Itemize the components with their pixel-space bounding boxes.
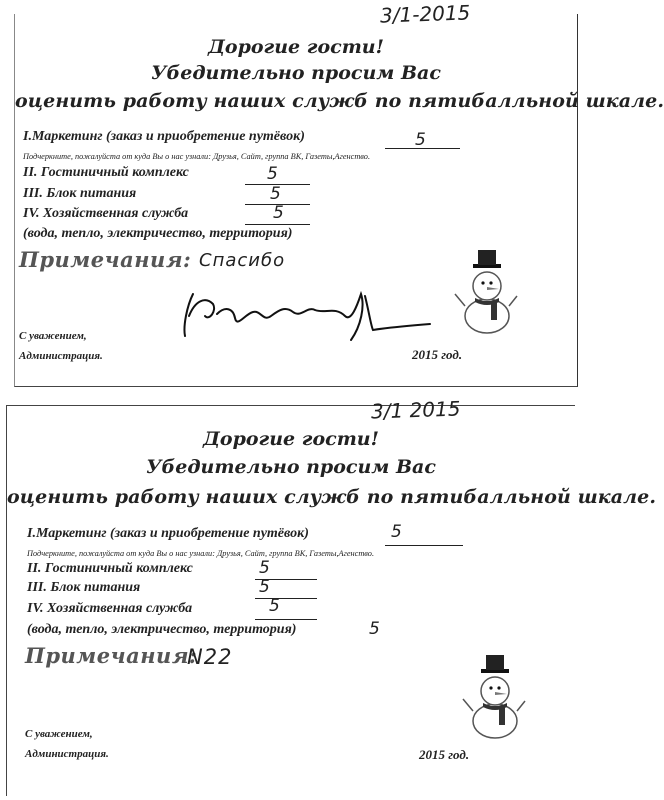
food-label: III. Блок питания — [27, 580, 141, 595]
food-score: 5 — [270, 184, 281, 204]
household-line — [245, 224, 310, 225]
household-score: 5 — [269, 596, 280, 616]
notes-label: Примечания: — [19, 247, 192, 272]
regards-text: С уважением, — [19, 330, 87, 342]
regards-text: С уважением, — [25, 728, 93, 740]
household-detail: (вода, тепло, электричество, территория) — [27, 622, 297, 637]
greeting-heading: Дорогие гости! — [203, 428, 379, 450]
marketing-score: 5 — [415, 130, 426, 150]
greeting-heading: Дорогие гости! — [208, 36, 384, 58]
snowman-icon — [451, 246, 519, 336]
household-line — [255, 619, 317, 620]
signature — [175, 276, 435, 356]
administration-text: Администрация. — [25, 748, 109, 760]
territory-score: 5 — [369, 619, 380, 639]
survey-card-1 — [14, 0, 664, 387]
snowman-icon — [459, 651, 527, 741]
household-label: IV. Хозяйственная служба — [27, 601, 193, 616]
instruction-heading: оценить работу наших служб по пятибалльной шкале. — [15, 90, 664, 112]
notes-handwriting: Спасибо — [199, 250, 286, 271]
sign-off — [19, 326, 103, 366]
household-detail: (вода, тепло, электричество, территория) — [23, 226, 293, 241]
marketing-label: I.Маркетинг (заказ и приобретение путёвок) — [23, 129, 305, 144]
handwritten-date: 3/1-2015 — [379, 0, 471, 28]
hotel-label: II. Гостиничный комплекс — [23, 165, 189, 180]
marketing-line — [385, 545, 463, 546]
administration-text: Администрация. — [19, 350, 103, 362]
food-line — [255, 598, 317, 599]
request-heading: Убедительно просим Вас — [146, 456, 436, 478]
marketing-source-note: Подчеркните, пожалуйста от куда Вы о нас узнали: Друзья, Сайт, группа ВК, Газеты,Агенство. — [27, 549, 375, 558]
hotel-score: 5 — [267, 164, 278, 184]
request-heading: Убедительно просим Вас — [151, 62, 441, 84]
hotel-score: 5 — [259, 558, 270, 578]
handwritten-date: 3/1 2015 — [370, 396, 461, 424]
marketing-label: I.Маркетинг (заказ и приобретение путёвок) — [27, 526, 309, 541]
marketing-source-note: Подчеркните, пожалуйста от куда Вы о нас узнали: Друзья, Сайт, группа ВК, Газеты,Агенство. — [23, 152, 371, 161]
marketing-score: 5 — [391, 522, 402, 542]
year-text: 2015 год. — [412, 347, 463, 362]
notes-handwriting: N22 — [187, 645, 233, 669]
household-score: 5 — [273, 203, 284, 223]
year-text: 2015 год. — [419, 747, 470, 762]
instruction-heading: оценить работу наших служб по пятибалльной шкале. — [7, 486, 657, 508]
food-score: 5 — [259, 577, 270, 597]
hotel-label: II. Гостиничный комплекс — [27, 561, 193, 576]
sign-off — [25, 724, 109, 764]
food-label: III. Блок питания — [23, 186, 137, 201]
survey-card-2 — [6, 396, 657, 796]
notes-label: Примечания: — [25, 643, 198, 668]
household-label: IV. Хозяйственная служба — [23, 206, 189, 221]
